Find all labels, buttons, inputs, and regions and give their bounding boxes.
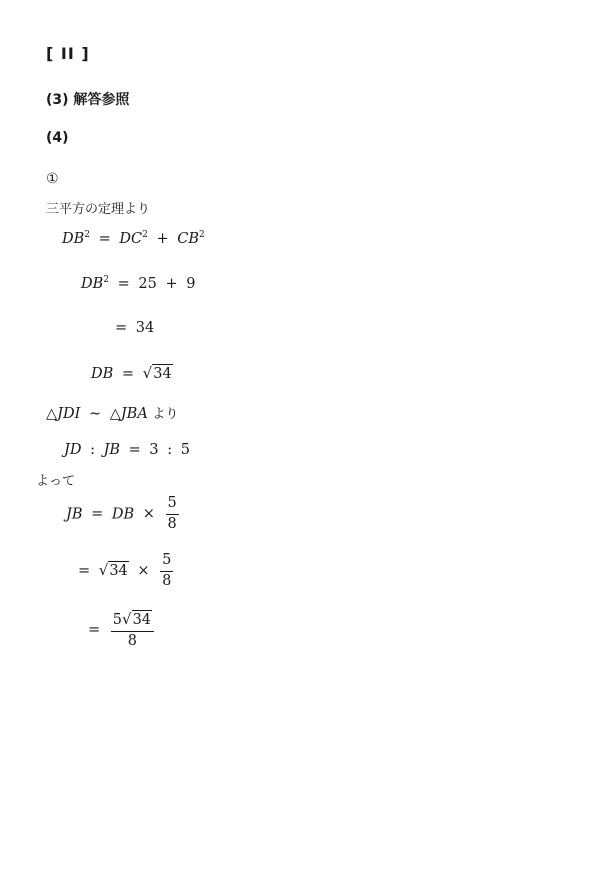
exponent: 2 <box>198 230 205 240</box>
number-34: 34 <box>135 320 155 336</box>
equation-final <box>84 611 156 650</box>
triangle-jba: JBA <box>120 406 148 422</box>
plus-sign: + <box>156 231 169 247</box>
equation-substitution <box>81 276 195 292</box>
sqrt-34 <box>99 563 129 579</box>
equals-sign: = <box>78 563 91 580</box>
fraction-5-8 <box>160 553 173 590</box>
var-dc: DC <box>119 231 143 247</box>
radicand: 34 <box>109 563 128 580</box>
triangle-icon: △ <box>46 406 58 422</box>
var-db: DB <box>62 231 85 247</box>
number-5: 5 <box>180 442 190 458</box>
number-3: 3 <box>149 442 159 458</box>
triangle-icon: △ <box>109 406 121 422</box>
equals-sign: = <box>98 231 111 247</box>
part-4-heading: (4) <box>46 130 69 146</box>
radicand: 34 <box>153 366 172 382</box>
equals-sign: = <box>115 320 128 336</box>
var-db: DB <box>111 506 135 523</box>
number-25: 25 <box>138 276 157 292</box>
sqrt-34 <box>122 612 152 628</box>
equation-substituted <box>74 553 175 590</box>
denominator: 8 <box>162 572 172 589</box>
colon: : <box>167 442 173 458</box>
equals-sign: = <box>88 622 101 639</box>
fraction-5-8 <box>166 496 179 533</box>
coefficient-5: 5 <box>112 612 122 628</box>
var-cb: CB <box>177 231 199 247</box>
denominator: 8 <box>127 632 137 649</box>
numerator: 5 <box>166 496 179 515</box>
similarity-statement <box>46 403 178 422</box>
section-heading: [ II ] <box>46 44 90 63</box>
equals-sign: = <box>128 442 141 458</box>
numerator <box>111 611 154 632</box>
exponent: 2 <box>103 275 110 285</box>
numerator: 5 <box>160 553 173 572</box>
var-jd: JD <box>64 442 82 458</box>
times-sign: × <box>137 563 150 580</box>
equation-jb <box>66 496 181 533</box>
var-db: DB <box>91 366 114 382</box>
exponent: 2 <box>142 230 148 240</box>
ratio-equation <box>64 442 190 458</box>
pythagoras-text: 三平方の定理より <box>46 202 151 217</box>
similar-suffix-text: より <box>152 407 179 422</box>
radical-sign: √ <box>142 364 153 382</box>
fraction-final <box>111 611 154 650</box>
colon: : <box>90 442 95 458</box>
var-db: DB <box>81 276 104 292</box>
exponent: 2 <box>84 230 91 240</box>
equals-sign: = <box>121 366 135 382</box>
radicand: 34 <box>132 612 152 628</box>
therefore-text: よって <box>36 474 76 489</box>
radical-sign: √ <box>122 610 132 628</box>
times-sign: × <box>142 506 155 523</box>
equation-pythagoras <box>62 231 205 247</box>
equals-sign: = <box>91 506 104 523</box>
equation-db-root <box>91 364 173 382</box>
var-jb: JB <box>66 506 83 523</box>
radical-sign: √ <box>98 561 109 580</box>
equals-sign: = <box>117 276 130 292</box>
subpart-marker: ① <box>46 171 59 187</box>
triangle-jdi: JDI <box>57 406 81 422</box>
number-9: 9 <box>186 276 196 292</box>
plus-sign: + <box>165 276 178 292</box>
similar-sign: ∼ <box>88 406 102 422</box>
equation-sum <box>111 320 154 336</box>
var-jb: JB <box>103 442 121 458</box>
denominator: 8 <box>167 515 177 532</box>
sqrt-34 <box>143 366 173 382</box>
part-3-heading: (3) 解答参照 <box>46 92 130 108</box>
